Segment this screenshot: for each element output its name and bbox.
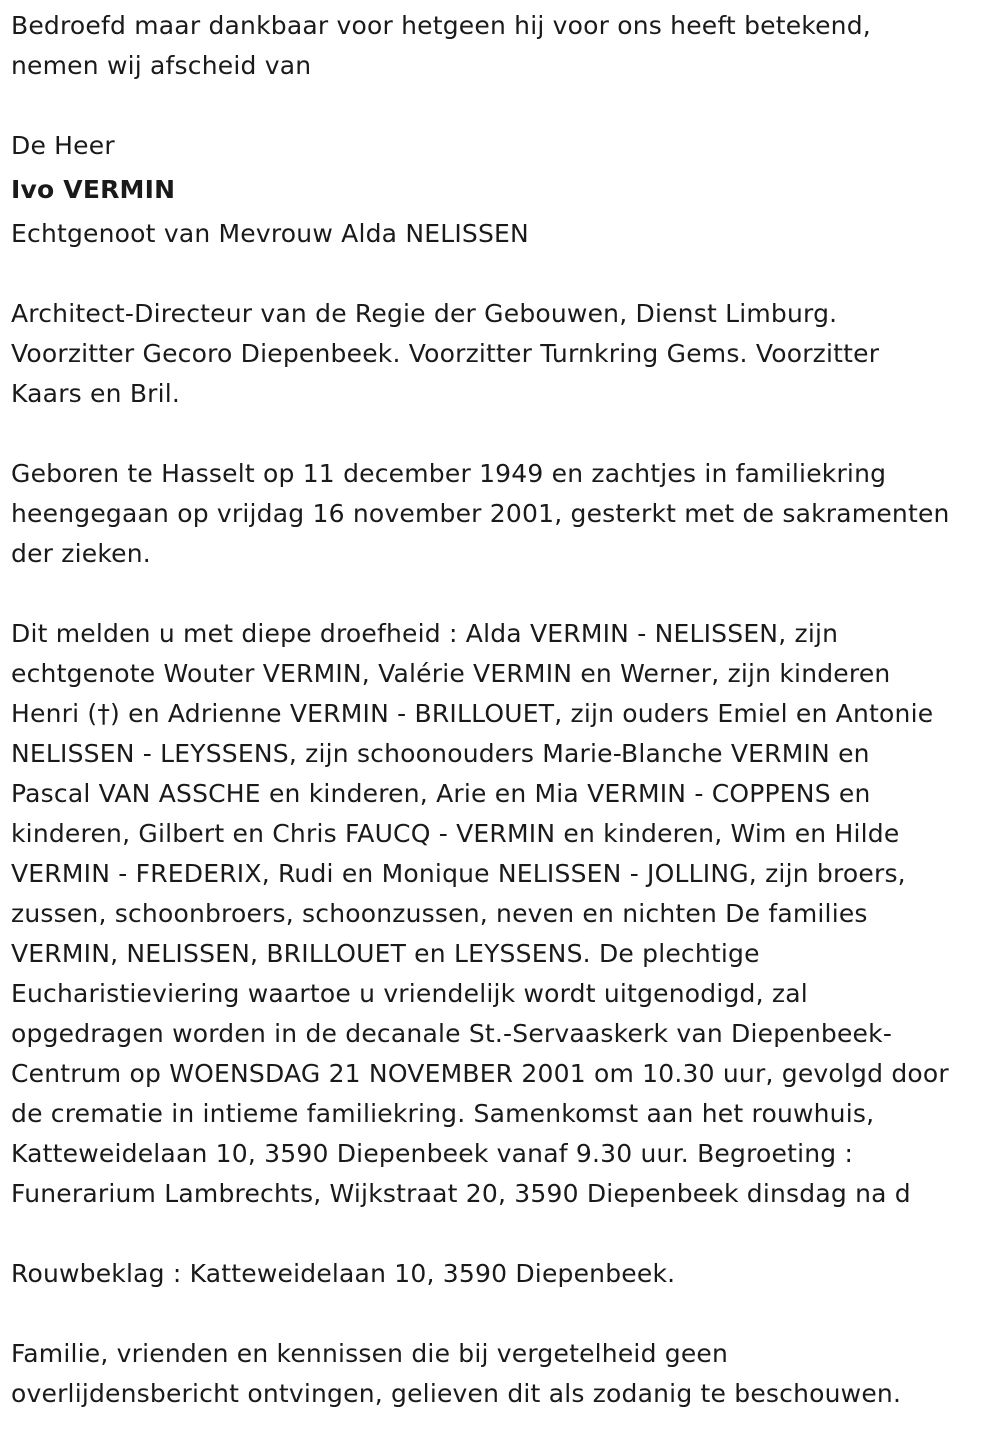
paragraph-gap xyxy=(11,86,991,126)
announcement-line: opgedragen worden in de decanale St.-Servaaskerk van Diepenbeek- xyxy=(11,1019,893,1048)
closing-line: overlijdensbericht ontvingen, gelieven dit als zodanig te beschouwen. xyxy=(11,1379,902,1408)
paragraph-gap xyxy=(11,1214,991,1254)
paragraph-gap xyxy=(11,414,991,454)
announcement-line: Centrum op WOENSDAG 21 NOVEMBER 2001 om 10.30 uur, gevolgd door xyxy=(11,1059,949,1088)
obituary-document xyxy=(11,6,991,1414)
announcement-line: zussen, schoonbroers, schoonzussen, neven en nichten De families xyxy=(11,899,868,928)
announcement-line: Henri (†) en Adrienne VERMIN - BRILLOUET, zijn ouders Emiel en Antonie xyxy=(11,699,934,728)
birth-death-line: der zieken. xyxy=(11,539,151,568)
birth-death-line: heengegaan op vrijdag 16 november 2001, gesterkt met de sakramenten xyxy=(11,499,950,528)
functions-line: Voorzitter Gecoro Diepenbeek. Voorzitter Turnkring Gems. Voorzitter xyxy=(11,339,880,368)
announcement-line: Katteweidelaan 10, 3590 Diepenbeek vanaf 9.30 uur. Begroeting : xyxy=(11,1139,854,1168)
announcement-line: kinderen, Gilbert en Chris FAUCQ - VERMIN en kinderen, Wim en Hilde xyxy=(11,819,900,848)
paragraph-gap xyxy=(11,254,991,294)
announcement-line: VERMIN - FREDERIX, Rudi en Monique NELISSEN - JOLLING, zijn broers, xyxy=(11,859,906,888)
person-title: De Heer xyxy=(11,131,115,160)
intro-paragraph xyxy=(11,6,991,86)
condolence-paragraph xyxy=(11,1254,991,1294)
person-spouse: Echtgenoot van Mevrouw Alda NELISSEN xyxy=(11,219,529,248)
paragraph-gap xyxy=(11,574,991,614)
paragraph-gap xyxy=(11,1294,991,1334)
announcement-paragraph xyxy=(11,614,991,1214)
person-block xyxy=(11,126,991,254)
announcement-line: Pascal VAN ASSCHE en kinderen, Arie en Mia VERMIN - COPPENS en xyxy=(11,779,871,808)
functions-line: Kaars en Bril. xyxy=(11,379,181,408)
closing-paragraph xyxy=(11,1334,991,1414)
condolence-line: Rouwbeklag : Katteweidelaan 10, 3590 Diepenbeek. xyxy=(11,1259,676,1288)
intro-line: Bedroefd maar dankbaar voor hetgeen hij voor ons heeft betekend, xyxy=(11,11,871,40)
announcement-line: de crematie in intieme familiekring. Samenkomst aan het rouwhuis, xyxy=(11,1099,875,1128)
announcement-line: echtgenote Wouter VERMIN, Valérie VERMIN en Werner, zijn kinderen xyxy=(11,659,891,688)
announcement-line: Eucharistieviering waartoe u vriendelijk wordt uitgenodigd, zal xyxy=(11,979,808,1008)
person-name: Ivo VERMIN xyxy=(11,175,176,204)
closing-line: Familie, vrienden en kennissen die bij vergetelheid geen xyxy=(11,1339,729,1368)
birth-death-paragraph xyxy=(11,454,991,574)
functions-line: Architect-Directeur van de Regie der Gebouwen, Dienst Limburg. xyxy=(11,299,838,328)
functions-paragraph xyxy=(11,294,991,414)
birth-death-line: Geboren te Hasselt op 11 december 1949 en zachtjes in familiekring xyxy=(11,459,887,488)
announcement-line: VERMIN, NELISSEN, BRILLOUET en LEYSSENS. De plechtige xyxy=(11,939,760,968)
announcement-line: NELISSEN - LEYSSENS, zijn schoonouders Marie-Blanche VERMIN en xyxy=(11,739,870,768)
announcement-line: Funerarium Lambrechts, Wijkstraat 20, 3590 Diepenbeek dinsdag na d xyxy=(11,1179,911,1208)
intro-line: nemen wij afscheid van xyxy=(11,51,312,80)
announcement-line: Dit melden u met diepe droefheid : Alda VERMIN - NELISSEN, zijn xyxy=(11,619,839,648)
